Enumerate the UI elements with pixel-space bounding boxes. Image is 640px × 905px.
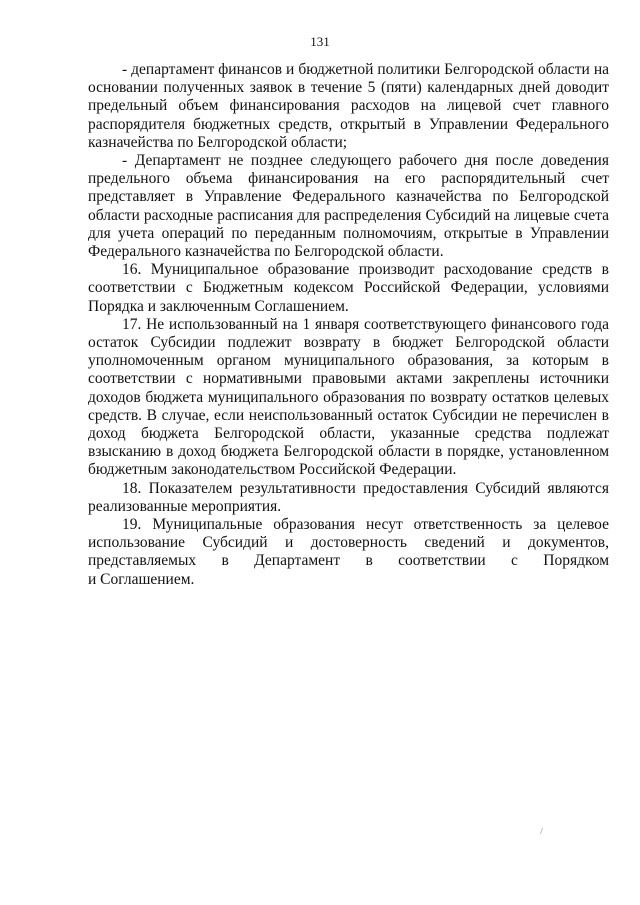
paragraph-19-continuation: и Соглашением.	[88, 570, 195, 588]
paragraph-16: 16. Муниципальное образование производит расходование средств в соответствии с Бюджетным кодексом Российской Федерации, условиями Порядка и заключенным Соглашением.	[88, 261, 609, 315]
paragraph-finance-department: - департамент финансов и бюджетной политики Белгородской области на основании полученных заявок в течение 5 (пяти) календарных дней доводит предельный объем финансирования расходов на лицевой счет главного распорядителя бюджетных средств, открытый в Управлении Федерального казначейства по Белгородской области;	[88, 61, 609, 151]
paragraph-17: 17. Не использованный на 1 января соответствующего финансового года остаток Субсидии подлежит возврату в бюджет Белгородской области уполномоченным органом муниципального образования, за которым в соответствии с нормативными правовыми актами закреплены источники доходов бюджета муниципального образования по возврату остатков целевых средств. В случае, если неиспользованный остаток Субсидии не перечислен в доход бюджета Белгородской области, указанные средства подлежат взысканию в доход бюджета Белгородской области в порядке, установленном бюджетным законодательством Российской Федерации.	[88, 315, 609, 479]
paragraph-19: 19. Муниципальные образования несут ответственность за целевое использование Субсидий и достоверность сведений и документов, представляемых в Департамент в соответствии с Порядком	[88, 516, 609, 570]
paragraph-department-schedules: - Департамент не позднее следующего рабочего дня после доведения предельного объема финансирования на его распорядительный счет представляет в Управление Федерального казначейства по Белгородской области расходные расписания для распределения Субсидий на лицевые счета для учета операций по переданным полномочиям, открытые в Управлении Федерального казначейства по Белгородской области.	[88, 152, 609, 261]
scan-mark	[540, 828, 546, 834]
document-body	[88, 61, 609, 589]
page-number: 131	[310, 34, 330, 49]
paragraph-18: 18. Показателем результативности предоставления Субсидий являются реализованные мероприятия.	[88, 479, 609, 515]
